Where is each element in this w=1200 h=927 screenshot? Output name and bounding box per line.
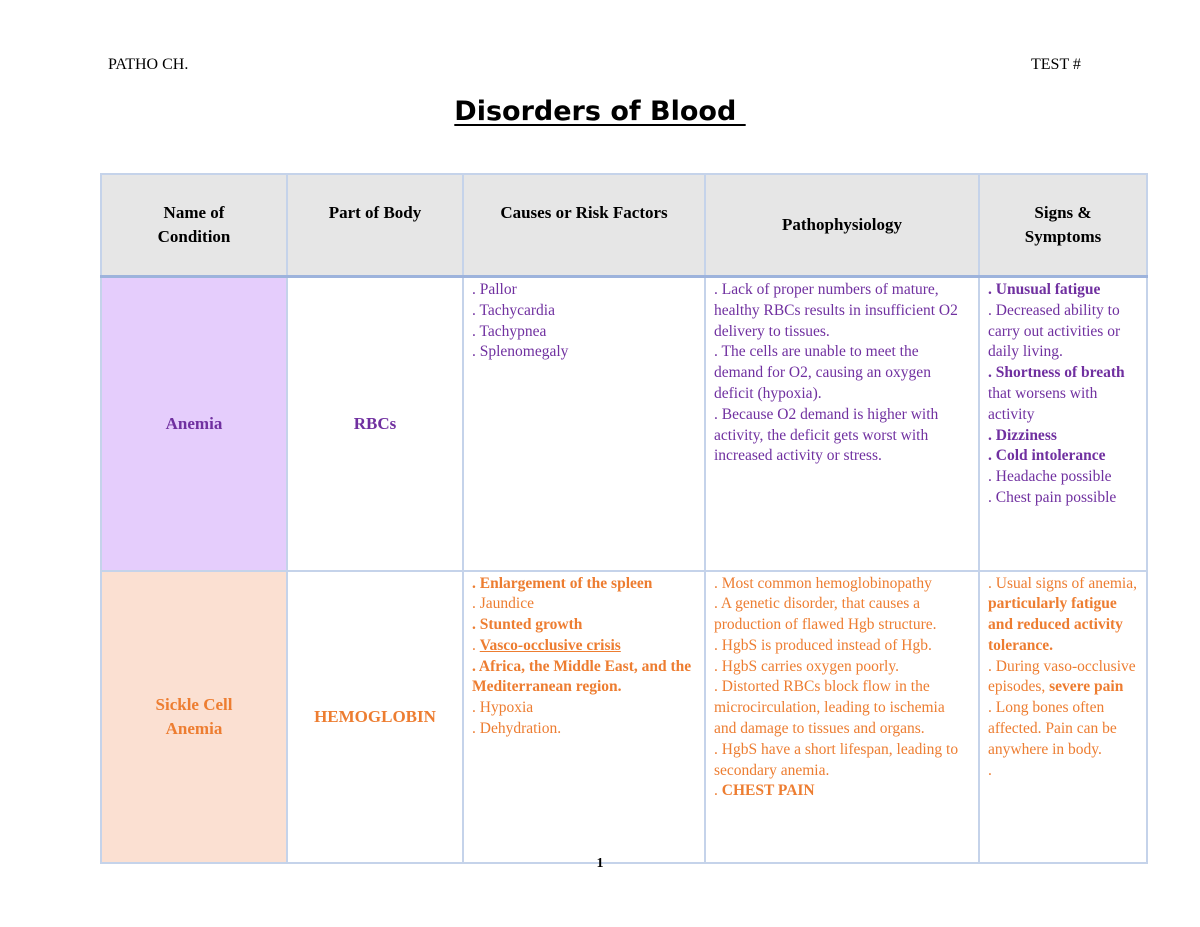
patho-item <box>714 781 970 802</box>
column-header: Signs & Symptoms <box>979 174 1147 277</box>
sign-item: . Long bones often affected. Pain can be anywhere in body. <box>988 699 1117 758</box>
cause-item: . Stunted growth <box>472 616 583 634</box>
page-number: 1 <box>596 856 604 871</box>
patho-item: . Because O2 demand is higher with activity, the deficit gets worst with increased activity or stress. <box>714 405 939 465</box>
patho-bold: CHEST PAIN <box>721 782 815 800</box>
sign-item: . Chest pain possible <box>988 488 1117 506</box>
column-header: Part of Body <box>287 174 463 277</box>
column-header: Pathophysiology <box>705 174 979 277</box>
pathophysiology-cell <box>705 277 979 571</box>
patho-item: . A genetic disorder, that causes a production of flawed Hgb structure. <box>714 595 937 634</box>
column-header: Name of Condition <box>101 174 287 277</box>
sign-text: . During vaso-occlusive episodes, <box>988 657 1136 696</box>
sign-item: . Unusual fatigue <box>988 281 1101 298</box>
sign-item: . Dizziness <box>988 426 1057 444</box>
patho-item: . Distorted RBCs block flow in the microcirculation, leading to ischemia and damage to tissues and organs. <box>714 678 945 738</box>
patho-item: . HgbS is produced instead of Hgb. <box>714 636 932 654</box>
sign-item <box>988 363 1138 425</box>
cause-item: . Jaundice <box>472 595 534 613</box>
cause-item: . Pallor <box>472 281 517 298</box>
pathophysiology-cell <box>705 571 979 863</box>
table-header-row <box>101 174 1147 277</box>
causes-cell <box>463 277 705 571</box>
table-row <box>101 277 1147 571</box>
sign-text: that worsens with activity <box>988 384 1098 423</box>
patho-item: . HgbS have a short lifespan, leading to secondary anemia. <box>714 740 959 779</box>
body-part: RBCs <box>287 277 463 571</box>
patho-dot: . <box>714 782 722 800</box>
cause-item: . Tachypnea <box>472 322 547 340</box>
patho-item: . HgbS carries oxygen poorly. <box>714 657 899 675</box>
patho-item: . The cells are unable to meet the demand for O2, causing an oxygen deficit (hypoxia). <box>714 343 931 402</box>
sign-text: . Usual signs of anemia, <box>988 574 1137 592</box>
sign-bold: . Shortness of breath <box>988 364 1125 382</box>
sign-bold: severe pain <box>1049 678 1124 696</box>
cause-item: . Splenomegaly <box>472 343 569 361</box>
sign-item: . Decreased ability to carry out activities or daily living. <box>988 301 1121 361</box>
patho-item: . Most common hemoglobinopathy <box>714 574 932 592</box>
sign-item <box>988 574 1138 657</box>
signs-cell <box>979 277 1147 571</box>
cause-item: . Enlargement of the spleen <box>472 574 653 592</box>
cause-item: . Africa, the Middle East, and the Mediterranean region. <box>472 657 692 696</box>
condition-name: Anemia <box>101 277 287 571</box>
cause-item: . Tachycardia <box>472 301 555 319</box>
page-title: Disorders of Blood <box>454 96 746 127</box>
table-row <box>101 571 1147 863</box>
body-part: HEMOGLOBIN <box>287 571 463 863</box>
sign-item: . Cold intolerance <box>988 447 1106 465</box>
cause-dot: . <box>472 636 480 654</box>
sign-item: . Headache possible <box>988 468 1112 486</box>
sign-bold: particularly fatigue and reduced activity tolerance. <box>988 595 1123 654</box>
patho-item: . Lack of proper numbers of mature, healthy RBCs results in insufficient O2 delivery to tissues. <box>714 281 958 340</box>
sign-item: . <box>988 761 992 779</box>
condition-name: Sickle Cell Anemia <box>101 571 287 863</box>
header-test-number: TEST # <box>1031 56 1081 73</box>
cause-underlined: Vasco-occlusive crisis <box>479 636 621 654</box>
cause-item: . Hypoxia <box>472 699 534 717</box>
column-header: Causes or Risk Factors <box>463 174 705 277</box>
header-course: PATHO CH. <box>108 56 189 73</box>
cause-item: . Dehydration. <box>472 720 562 738</box>
disorders-table <box>100 173 1148 864</box>
causes-cell <box>463 571 705 863</box>
cause-item <box>472 636 696 657</box>
signs-cell <box>979 571 1147 863</box>
sign-item <box>988 657 1138 699</box>
